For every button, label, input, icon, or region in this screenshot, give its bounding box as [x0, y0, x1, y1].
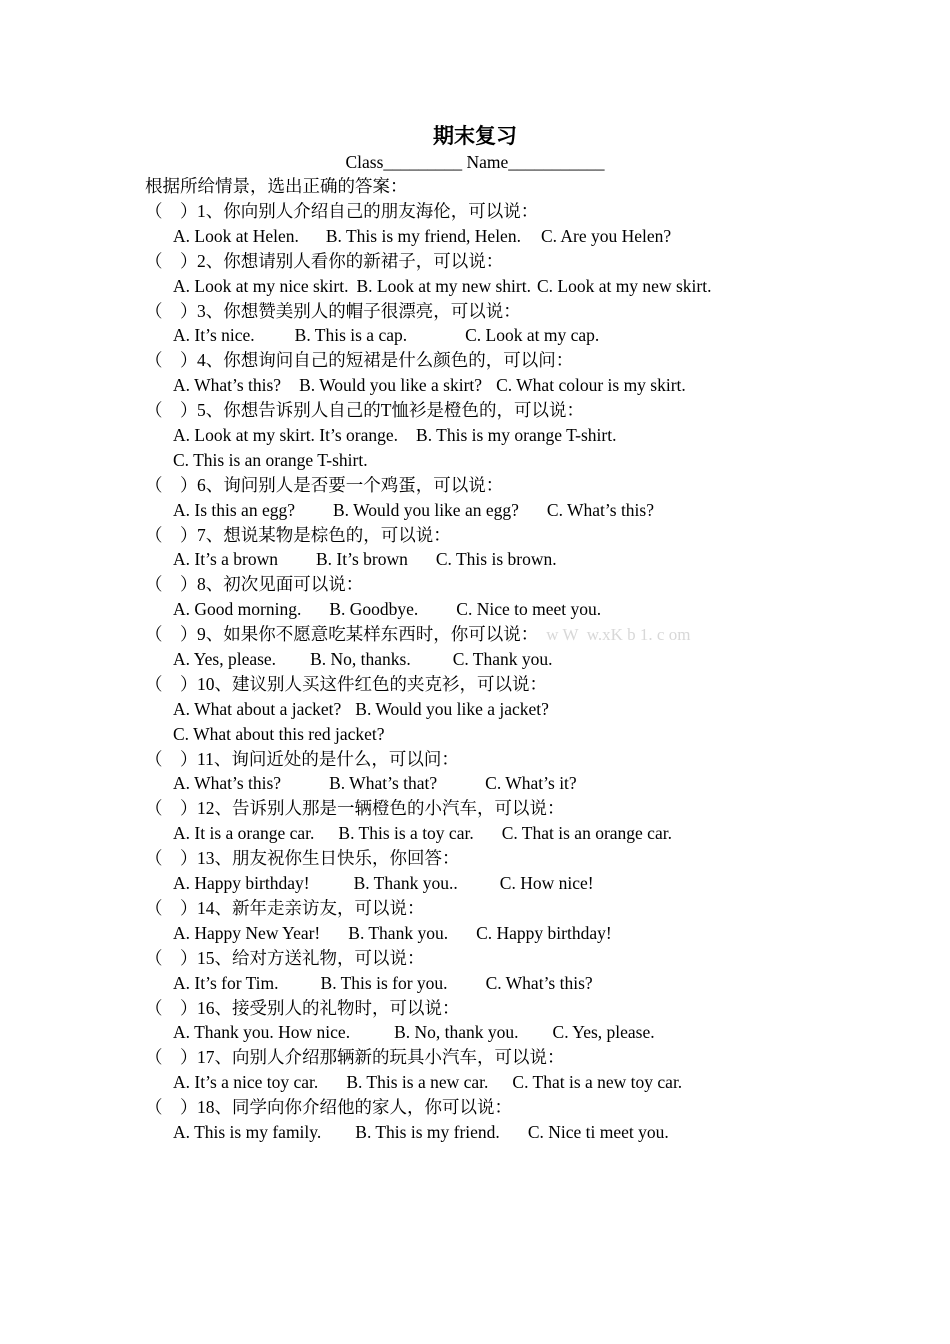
answer-option: C. What about this red jacket?	[173, 723, 385, 744]
question-text: 6、询问别人是否要一个鸡蛋，可以说：	[197, 474, 504, 495]
question-prompt	[145, 1045, 925, 1070]
answer-option: C. Nice ti meet you.	[527, 1121, 669, 1142]
answer-option: C. Nice to meet you.	[456, 599, 602, 620]
answer-option: B. This is a toy car.	[338, 823, 474, 844]
question-prompt	[145, 299, 925, 324]
question-prompt	[145, 622, 925, 647]
answer-option: A. Good morning.	[173, 599, 302, 620]
question-prompt	[145, 672, 925, 697]
answer-option: A. This is my family.	[173, 1121, 322, 1142]
answer-option: B. This is for you.	[320, 972, 448, 993]
question-text: 14、新年走亲访友，可以说：	[197, 897, 425, 918]
options-line	[145, 323, 925, 348]
question-list	[145, 199, 925, 1145]
answer-option: B. No, thanks.	[310, 649, 411, 670]
question-prompt	[145, 1095, 925, 1120]
answer-option: A. Is this an egg?	[173, 499, 295, 520]
answer-blank[interactable]: （ ）	[145, 250, 198, 271]
question-text: 17、向别人介绍那辆新的玩具小汽车，可以说：	[197, 1047, 565, 1068]
answer-blank[interactable]: （ ）	[145, 350, 198, 371]
answer-option: C. Look at my cap.	[465, 325, 600, 346]
question-text: 3、你想赞美别人的帽子很漂亮，可以说：	[197, 300, 521, 321]
answer-option: B. Would you like an egg?	[333, 499, 519, 520]
question-prompt	[145, 946, 925, 971]
answer-option: B. What’s that?	[329, 773, 438, 794]
question-prompt	[145, 473, 925, 498]
answer-option: B. This is my friend.	[355, 1121, 500, 1142]
answer-option: A. Yes, please.	[173, 649, 277, 670]
answer-option: C. That is a new toy car.	[512, 1072, 683, 1093]
options-line	[145, 224, 925, 249]
answer-blank[interactable]: （ ）	[145, 997, 198, 1018]
options-line	[145, 1070, 925, 1095]
answer-option: C. What’s this?	[485, 972, 593, 993]
question-text: 15、给对方送礼物，可以说：	[197, 947, 425, 968]
options-line	[145, 647, 925, 672]
answer-option: C. What’s it?	[485, 773, 577, 794]
question-text: 13、朋友祝你生日快乐，你回答：	[197, 848, 460, 869]
question-prompt	[145, 249, 925, 274]
answer-blank[interactable]: （ ）	[145, 947, 198, 968]
answer-option: A. What’s this?	[173, 773, 282, 794]
question-prompt	[145, 996, 925, 1021]
answer-blank[interactable]: （ ）	[145, 1097, 198, 1118]
answer-blank[interactable]: （ ）	[145, 748, 198, 769]
answer-option: B. Look at my new shirt.	[356, 275, 531, 296]
answer-option: A. Thank you. How nice.	[173, 1022, 351, 1043]
question-prompt	[145, 747, 925, 772]
options-line	[145, 871, 925, 896]
watermark-text: w W w.xK b 1. c om	[546, 625, 691, 645]
answer-option: B. This is my orange T-shirt.	[416, 425, 617, 446]
answer-blank[interactable]: （ ）	[145, 1047, 198, 1068]
question-text: 18、同学向你介绍他的家人，你可以说：	[197, 1097, 512, 1118]
answer-option: C. How nice!	[499, 873, 594, 894]
answer-option: C. Thank you.	[452, 649, 553, 670]
options-line	[145, 1020, 925, 1045]
answer-option: C. This is an orange T-shirt.	[173, 449, 368, 470]
answer-option: A. It’s nice.	[173, 325, 255, 346]
question-text: 16、接受别人的礼物时，可以说：	[197, 997, 460, 1018]
options-line	[145, 448, 925, 473]
question-text: 8、初次见面可以说：	[197, 574, 364, 595]
answer-option: A. It is a orange car.	[173, 823, 315, 844]
page-title: 期末复习	[433, 124, 517, 148]
options-line	[145, 498, 925, 523]
answer-option: A. Look at my nice skirt.	[173, 275, 349, 296]
answer-option: C. Happy birthday!	[476, 922, 612, 943]
answer-blank[interactable]: （ ）	[145, 897, 198, 918]
options-line	[145, 722, 925, 747]
answer-option: B. No, thank you.	[394, 1022, 519, 1043]
class-name-line: Class_________ Name___________	[345, 152, 605, 172]
question-text: 5、你想告诉别人自己的T恤衫是橙色的，可以说：	[197, 400, 584, 421]
question-prompt	[145, 199, 925, 224]
instruction-text: 根据所给情景，选出正确的答案：	[145, 176, 408, 196]
answer-option: C. This is brown.	[435, 549, 557, 570]
answer-option: B. Would you like a jacket?	[355, 698, 549, 719]
answer-blank[interactable]: （ ）	[145, 400, 198, 421]
answer-blank[interactable]: （ ）	[145, 624, 198, 645]
options-line	[145, 1120, 925, 1145]
answer-option: A. Happy New Year!	[173, 922, 321, 943]
question-prompt	[145, 896, 925, 921]
answer-blank[interactable]: （ ）	[145, 848, 198, 869]
answer-option: A. It’s for Tim.	[173, 972, 279, 993]
answer-option: C. What’s this?	[546, 499, 654, 520]
question-prompt	[145, 572, 925, 597]
question-text: 11、询问近处的是什么，可以问：	[197, 748, 459, 769]
answer-blank[interactable]: （ ）	[145, 673, 198, 694]
question-prompt	[145, 796, 925, 821]
question-text: 4、你想询问自己的短裙是什么颜色的，可以问：	[197, 350, 574, 371]
question-text: 10、建议别人买这件红色的夹克衫，可以说：	[197, 673, 547, 694]
answer-blank[interactable]: （ ）	[145, 524, 198, 545]
answer-option: A. Look at my skirt. It’s orange.	[173, 425, 399, 446]
answer-option: B. This is my friend, Helen.	[325, 225, 521, 246]
question-prompt	[145, 348, 925, 373]
options-line	[145, 274, 925, 299]
options-line	[145, 373, 925, 398]
answer-option: C. What colour is my skirt.	[496, 375, 686, 396]
options-line	[145, 821, 925, 846]
answer-option: A. Happy birthday!	[173, 873, 310, 894]
options-line	[145, 597, 925, 622]
answer-blank[interactable]: （ ）	[145, 798, 198, 819]
options-line	[145, 771, 925, 796]
answer-option: B. It’s brown	[315, 549, 408, 570]
question-text: 2、你想请别人看你的新裙子，可以说：	[197, 250, 504, 271]
question-prompt	[145, 846, 925, 871]
answer-option: C. That is an orange car.	[501, 823, 672, 844]
answer-option: A. What’s this?	[173, 375, 282, 396]
answer-option: A. It’s a nice toy car.	[173, 1072, 319, 1093]
answer-option: C. Are you Helen?	[540, 225, 672, 246]
answer-option: A. What about a jacket?	[173, 698, 342, 719]
answer-option: B. Thank you.	[348, 922, 449, 943]
answer-option: B. Goodbye.	[329, 599, 419, 620]
question-text: 9、如果你不愿意吃某样东西时，你可以说：	[197, 624, 539, 645]
question-prompt	[145, 398, 925, 423]
answer-option: A. It’s a brown	[173, 549, 278, 570]
answer-option: A. Look at Helen.	[173, 225, 299, 246]
question-text: 12、告诉别人那是一辆橙色的小汽车，可以说：	[197, 798, 565, 819]
options-line	[145, 921, 925, 946]
answer-option: B. This is a cap.	[294, 325, 408, 346]
answer-blank[interactable]: （ ）	[145, 300, 198, 321]
answer-blank[interactable]: （ ）	[145, 474, 198, 495]
answer-option: B. This is a new car.	[346, 1072, 489, 1093]
answer-blank[interactable]: （ ）	[145, 201, 198, 221]
answer-option: B. Would you like a skirt?	[299, 375, 483, 396]
answer-option: C. Look at my new skirt.	[536, 275, 712, 296]
options-line	[145, 547, 925, 572]
question-prompt	[145, 523, 925, 548]
options-line	[145, 697, 925, 722]
question-text: 1、你向别人介绍自己的朋友海伦，可以说：	[197, 201, 539, 221]
question-text: 7、想说某物是棕色的，可以说：	[197, 524, 451, 545]
options-line	[145, 971, 925, 996]
answer-blank[interactable]: （ ）	[145, 574, 198, 595]
answer-option: B. Thank you..	[353, 873, 458, 894]
answer-option: C. Yes, please.	[552, 1022, 655, 1043]
options-line	[145, 423, 925, 448]
